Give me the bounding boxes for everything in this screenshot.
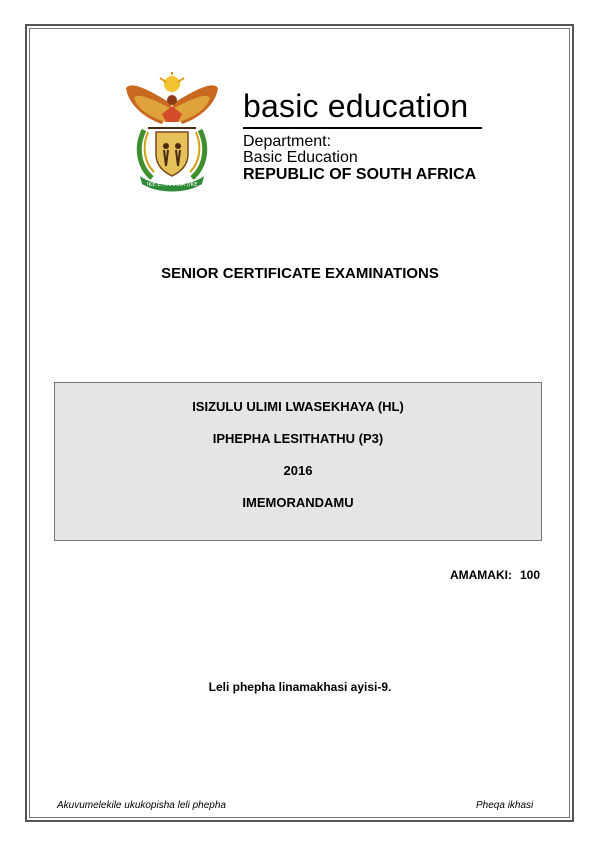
exam-year: 2016 xyxy=(283,463,313,478)
department-name: Basic Education xyxy=(243,149,358,166)
marks-label: AMAMAKI: xyxy=(449,568,512,582)
copyright-notice: Akuvumelekile ukukopisha leli phepha xyxy=(57,800,226,811)
brand-title: basic education xyxy=(243,88,469,124)
marks-total xyxy=(450,568,540,582)
document-type: IMEMORANDAMU xyxy=(242,495,354,510)
crest-motto: !KE E: /XARRA //KE xyxy=(146,182,198,188)
coat-of-arms-icon xyxy=(122,70,222,192)
turn-page-note: Pheqa ikhasi xyxy=(476,800,534,811)
marks-value: 100 xyxy=(519,568,540,582)
subject-title: ISIZULU ULIMI LWASEKHAYA (HL) xyxy=(192,399,404,414)
paper-title: IPHEPHA LESITHATHU (P3) xyxy=(212,431,384,446)
subject-box xyxy=(54,382,542,541)
brand-divider xyxy=(243,127,482,129)
department-label: Department: xyxy=(243,133,332,150)
page-count-note: Leli phepha linamakhasi ayisi-9. xyxy=(208,680,392,694)
country-name: REPUBLIC OF SOUTH AFRICA xyxy=(243,166,477,183)
exam-heading: SENIOR CERTIFICATE EXAMINATIONS xyxy=(161,265,439,282)
